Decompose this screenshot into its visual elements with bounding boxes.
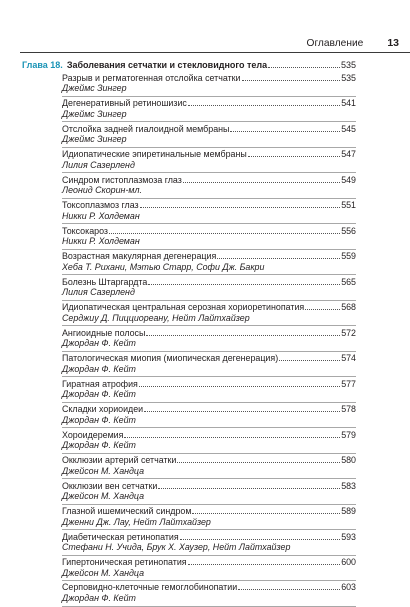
- toc-entry[interactable]: [62, 352, 356, 377]
- toc-entry-authors: Никки Р. Холдеман: [62, 236, 140, 247]
- toc-entry-authors: Джеймс Зингер: [62, 108, 127, 119]
- chapter-heading[interactable]: [22, 60, 356, 71]
- toc-entry-line: [62, 149, 356, 160]
- table-of-contents: [22, 60, 356, 607]
- dot-leader: [230, 131, 340, 132]
- dot-leader: [305, 309, 340, 310]
- toc-entry-line: [62, 481, 356, 492]
- toc-entry-page: 574: [341, 353, 356, 364]
- toc-entry[interactable]: [62, 377, 356, 402]
- toc-entry[interactable]: [62, 199, 356, 224]
- toc-entry-authors: Джордан Ф. Кейт: [62, 414, 136, 425]
- toc-entry[interactable]: [62, 403, 356, 428]
- toc-entry-page: 551: [341, 200, 356, 211]
- toc-entry-page: 541: [341, 98, 356, 109]
- dot-leader: [188, 564, 341, 565]
- toc-entry[interactable]: [62, 72, 356, 97]
- toc-entry-line: [62, 277, 356, 288]
- toc-entry-title: Глазной ишемический синдром: [62, 506, 192, 517]
- toc-entry-authors: Джордан Ф. Кейт: [62, 440, 136, 451]
- dot-leader: [109, 233, 340, 234]
- dot-leader: [279, 360, 340, 361]
- toc-entry[interactable]: [62, 505, 356, 530]
- dot-leader: [124, 437, 340, 438]
- toc-entry[interactable]: [62, 581, 356, 606]
- toc-entry-line: [62, 328, 356, 339]
- toc-entry-title: Окклюзии артерий сетчатки: [62, 455, 177, 466]
- toc-entry[interactable]: [62, 122, 356, 147]
- toc-entry[interactable]: [62, 148, 356, 173]
- toc-entry-page: 589: [341, 506, 356, 517]
- toc-entry-line: [62, 200, 356, 211]
- toc-entry-title: Идиопатическая центральная серозная хориоретинопатия: [62, 302, 305, 313]
- dot-leader: [217, 258, 340, 259]
- toc-entry-title: Разрыв и регматогенная отслойка сетчатки: [62, 72, 241, 83]
- toc-entry-authors: Джордан Ф. Кейт: [62, 593, 136, 604]
- dot-leader: [248, 156, 340, 157]
- toc-entry-authors: Дженни Дж. Лау, Нейт Лайтхайзер: [62, 516, 211, 527]
- toc-entry[interactable]: [62, 250, 356, 275]
- toc-entry-authors: Леонид Скорин-мл.: [62, 185, 142, 196]
- toc-entry-line: [62, 506, 356, 517]
- toc-entry-title: Идиопатические эпиретинальные мембраны: [62, 149, 247, 160]
- toc-entry-title: Дегенеративный ретиношизис: [62, 98, 187, 109]
- toc-entry-authors: Джордан Ф. Кейт: [62, 389, 136, 400]
- toc-entry-line: [62, 226, 356, 237]
- toc-entry[interactable]: [62, 97, 356, 122]
- toc-entry-line: [62, 430, 356, 441]
- toc-entry-line: [62, 175, 356, 186]
- toc-entry-authors: Джордан Ф. Кейт: [62, 338, 136, 349]
- chapter-title: Заболевания сетчатки и стекловидного тела: [66, 60, 268, 70]
- dot-leader: [139, 386, 340, 387]
- toc-entry-page: 577: [341, 378, 356, 389]
- toc-entry-page: 600: [341, 557, 356, 567]
- chapter-page: 535: [340, 60, 356, 70]
- dot-leader: [144, 411, 340, 412]
- toc-entry-title: Гипертоническая ретинопатия: [62, 557, 187, 567]
- toc-entry[interactable]: [62, 224, 356, 249]
- dot-leader: [180, 539, 341, 540]
- toc-entry-authors: Лилия Сазерленд: [62, 159, 135, 170]
- toc-entry-title: Ангиоидные полосы: [62, 327, 146, 338]
- toc-entry-title: Токсоплазмоз глаз: [62, 200, 139, 211]
- toc-entry-authors: Джейсон М. Хандца: [62, 491, 145, 502]
- toc-entry-page: 547: [341, 149, 356, 160]
- toc-entry-authors: Джордан Ф. Кейт: [62, 363, 136, 374]
- toc-entry-line: [62, 532, 356, 543]
- toc-entry-title: Хороидеремия: [62, 429, 124, 440]
- toc-entry-title: Окклюзии вен сетчатки: [62, 480, 158, 491]
- toc-entry-line: [62, 379, 356, 390]
- toc-entry-page: 580: [341, 455, 356, 466]
- toc-entry-page: 535: [341, 72, 356, 83]
- toc-entry-line: [62, 73, 356, 84]
- toc-entry-authors: Хеба Т. Рихани, Мэтью Старр, Софи Дж. Бакри: [62, 261, 265, 272]
- toc-entry-title: Складки хориоидеи: [62, 404, 144, 415]
- toc-entry-authors: Никки Р. Холдеман: [62, 210, 140, 221]
- page-number: 13: [387, 37, 399, 49]
- toc-entry-authors: Стефани Н. Учида, Брук Х. Хаузер, Нейт Лайтхайзер: [62, 542, 291, 553]
- toc-entry-page: 545: [341, 123, 356, 134]
- toc-entry-authors: Лилия Сазерленд: [62, 287, 135, 298]
- dot-leader: [177, 462, 340, 463]
- toc-entry-title: Гиратная атрофия: [62, 378, 138, 389]
- toc-entry[interactable]: [62, 428, 356, 453]
- toc-entry-authors: Джеймс Зингер: [62, 134, 127, 145]
- toc-entry-page: 579: [341, 429, 356, 440]
- toc-entry-page: 549: [341, 174, 356, 185]
- toc-entry-page: 559: [341, 251, 356, 262]
- toc-entry-line: [62, 124, 356, 135]
- toc-entry-page: 568: [341, 302, 356, 313]
- dot-leader: [146, 335, 340, 336]
- toc-entry[interactable]: [62, 301, 356, 326]
- toc-entry-authors: Серджиу Д. Пицциореану, Нейт Лайтхайзер: [62, 312, 250, 323]
- dot-leader: [242, 80, 341, 81]
- toc-entry-line: [62, 582, 356, 593]
- running-header-title: Оглавление: [306, 38, 364, 49]
- toc-entry-page: 593: [341, 531, 356, 542]
- running-header: [307, 37, 399, 49]
- dot-leader: [192, 513, 340, 514]
- toc-entry-authors: Джейсон М. Хандца: [62, 567, 145, 578]
- toc-entry[interactable]: [62, 479, 356, 504]
- dot-leader: [140, 207, 341, 208]
- toc-entry-line: [62, 98, 356, 109]
- dot-leader: [183, 182, 340, 183]
- toc-entry-title: Возрастная макулярная дегенерация: [62, 251, 217, 262]
- toc-entry[interactable]: [62, 275, 356, 300]
- toc-entry-line: [62, 302, 356, 313]
- dot-leader: [158, 488, 340, 489]
- dot-leader: [148, 284, 340, 285]
- toc-entry-page: 583: [341, 480, 356, 491]
- dot-leader: [238, 589, 340, 590]
- header-rule: [20, 52, 410, 53]
- toc-entry-line: [62, 455, 356, 466]
- toc-entry-page: 603: [341, 582, 356, 593]
- toc-entry-title: Диабетическая ретинопатия: [62, 531, 179, 542]
- toc-entry[interactable]: [62, 454, 356, 479]
- toc-entry-title: Серповидно-клеточные гемоглобинопатии: [62, 582, 238, 593]
- toc-entry-title: Отслойка задней гиалоидной мембраны: [62, 123, 230, 134]
- toc-entry-page: 578: [341, 404, 356, 415]
- toc-entry-line: [62, 353, 356, 364]
- toc-entry[interactable]: [62, 530, 356, 555]
- toc-entry-page: 556: [341, 225, 356, 236]
- dot-leader: [268, 67, 340, 68]
- toc-entry[interactable]: [62, 326, 356, 351]
- toc-entry-page: 572: [341, 327, 356, 338]
- toc-entry-title: Синдром гистоплазмоза глаз: [62, 174, 182, 185]
- toc-entry-line: [62, 251, 356, 262]
- toc-entry[interactable]: [62, 173, 356, 198]
- toc-entry-line: [62, 404, 356, 415]
- toc-entry-authors: Джейсон М. Хандца: [62, 465, 145, 476]
- chapter-number: Глава 18.: [22, 60, 63, 70]
- dot-leader: [188, 105, 340, 106]
- toc-entry-title: Патологическая миопия (миопическая дегенерация): [62, 353, 279, 364]
- toc-entry[interactable]: [62, 556, 356, 581]
- toc-entry-authors: Джеймс Зингер: [62, 83, 127, 94]
- toc-entry-title: Токсокароз: [62, 225, 108, 236]
- toc-entry-page: 565: [341, 276, 356, 287]
- toc-entries: [62, 72, 356, 607]
- toc-entry-title: Болезнь Штаргардта: [62, 276, 148, 287]
- toc-entry-line: [62, 557, 356, 568]
